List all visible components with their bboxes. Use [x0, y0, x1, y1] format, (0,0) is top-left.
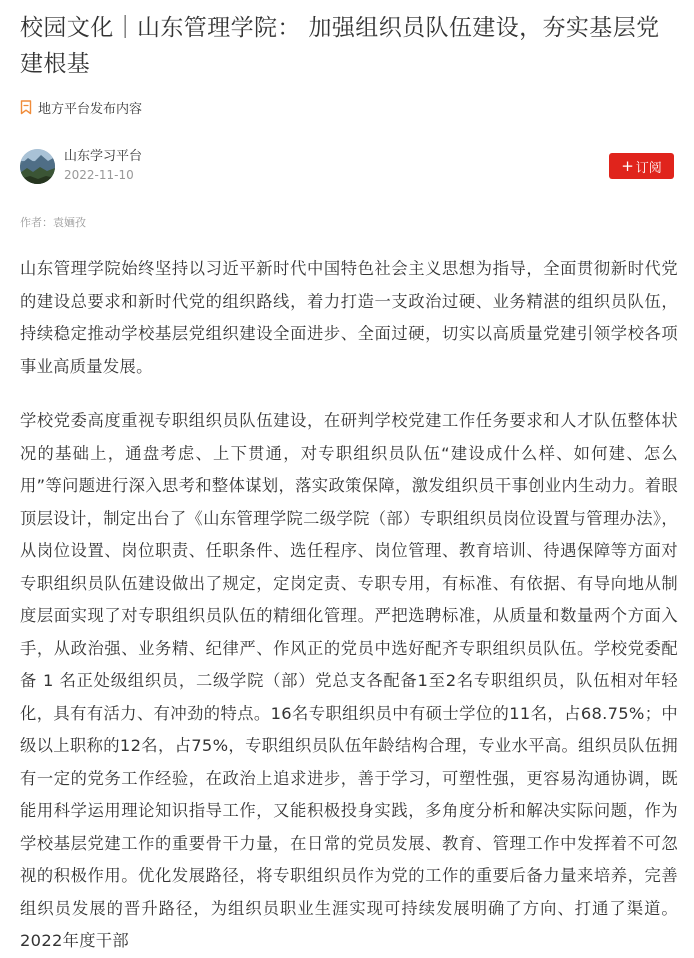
author-byline: 作者：袁婳孜: [20, 216, 86, 229]
avatar[interactable]: [20, 149, 55, 184]
publisher-name[interactable]: 山东学习平台: [64, 149, 143, 164]
subscribe-label: 订阅: [635, 160, 662, 176]
source-tag: [20, 98, 142, 116]
article-title: 校园文化｜山东管理学院： 加强组织员队伍建设，夯实基层党建根基: [20, 15, 660, 77]
source-label: 地方平台发布内容: [38, 101, 143, 117]
subscribe-button[interactable]: [609, 153, 674, 179]
publisher-block[interactable]: [20, 148, 142, 184]
bookmark-icon: [20, 100, 32, 115]
avatar-image: [20, 149, 55, 184]
plus-icon: +: [621, 156, 634, 175]
paragraph: 学校党委高度重视专职组织员队伍建设，在研判学校党建工作任务要求和人才队伍整体状况的基础上，通盘考虑、上下贯通，对专职组织员队伍“建设成什么样、如何建、怎么用”等问题进行深入思考和整体谋划，落实政策保障，激发组织员干事创业内生动力。着眼顶层设计，制定出台了《山东管理学院二级学院（部）专职组织员岗位设置与管理办法》，从岗位设置、岗位职责、任职条件、选任程序、岗位管理、教育培训、待遇保障等方面对专职组织员队伍建设做出了规定，定岗定责、专职专用，有标准、有依据、有导向地从制度层面实现了对专职组织员队伍的精细化管理。严把选聘标准，从质量和数量两个方面入手，从政治强、业务精、纪律严、作风正的党员中选好配齐专职组织员队伍。学校党委配备 1 名正处级组织员，二级学院（部）党总支各配备1至2名专职组织员，队伍相对年轻化，具有有活力、有冲劲的特点。16名专职组织员中有硕士学位的11名，占68.75%；中级以上职称的12名，占75%，专职组织员队伍年龄结构合理，专业水平高。组织员队伍拥有一定的党务工作经验，在政治上追求进步，善于学习，可塑性强，更容易沟通协调，既能用科学运用理论知识指导工作，又能积极投身实践，多角度分析和解决实际问题，作为学校基层党建工作的重要骨干力量，在日常的党员发展、教育、管理工作中发挥着不可忽视的积极作用。优化发展路径，将专职组织员作为党的工作的重要后备力量来培养，完善组织员发展的晋升路径，为组织员职业生涯实现可持续发展明确了方向、打通了渠道。2022年度干部: [20, 411, 678, 950]
paragraph: 山东管理学院始终坚持以习近平新时代中国特色社会主义思想为指导，全面贯彻新时代党的建设总要求和新时代党的组织路线，着力打造一支政治过硬、业务精湛的组织员队伍，持续稳定推动学校基层党组织建设全面进步、全面过硬，切实以高质量党建引领学校各项事业高质量发展。: [20, 259, 678, 376]
article-body: [20, 253, 678, 958]
publish-date: 2022-11-10: [64, 168, 134, 182]
